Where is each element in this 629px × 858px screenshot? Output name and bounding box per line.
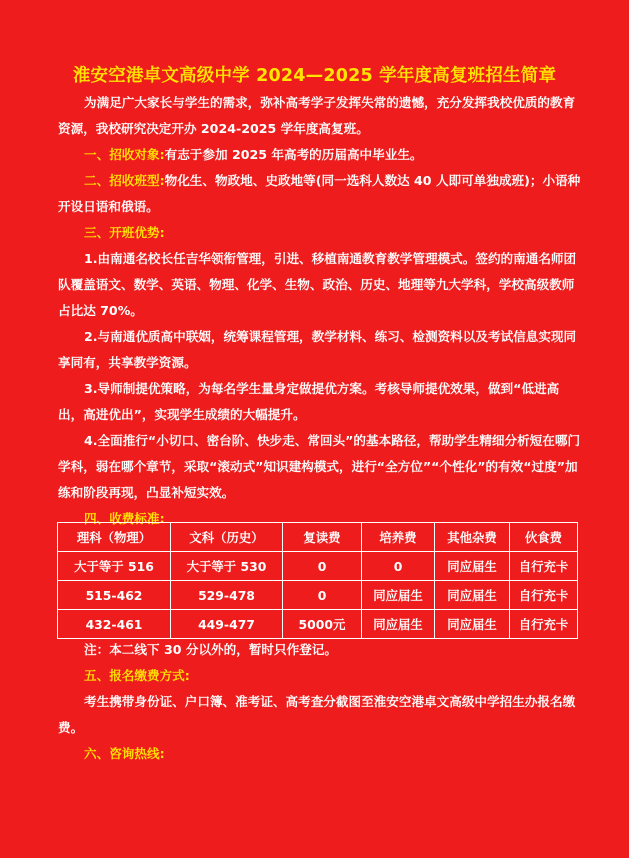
header-cell: 培养费 [362,523,435,552]
header-cell: 复读费 [283,523,362,552]
header-cell: 文科（历史） [171,523,283,552]
section-1-paragraph [58,142,583,168]
table-cell: 449-477 [171,610,283,639]
section-2-paragraph [58,168,583,220]
section-1 [58,142,583,168]
table-cell: 0 [283,581,362,610]
section-2-heading: 二、招收班型: [84,173,165,188]
bottom-block [58,637,583,767]
table-cell: 0 [283,552,362,581]
table-cell: 432-461 [58,610,171,639]
table-cell: 自行充卡 [510,552,578,581]
section-5-text: 考生携带身份证、户口簿、准考证、高考查分截图至淮安空港卓文高级中学招生办报名缴费。 [58,694,576,735]
advantage-4: 4.全面推行“小切口、密台阶、快步走、常回头”的基本路径，帮助学生精细分析短在哪门学科，弱在哪个章节，采取“滚动式”知识建构模式，进行“全方位”“个性化”的有效“过度”加练和阶段再现，凸显补短实效。 [58,433,581,500]
advantage-1: 1.由南通名校长任吉华领衔管理，引进、移植南通教育教学管理模式。签约的南通名师团队覆盖语文、数学、英语、物理、化学、生物、政治、历史、地理等九大学科，学校高级教师占比达 70%。 [58,251,577,318]
table-cell: 同应届生 [435,552,510,581]
table-cell: 自行充卡 [510,610,578,639]
section-3 [58,220,583,532]
table-cell: 自行充卡 [510,581,578,610]
section-1-text: 有志于参加 2025 年高考的历届高中毕业生。 [164,147,423,162]
table-row [58,610,578,639]
intro-paragraph: 为满足广大家长与学生的需求，弥补高考学子发挥失常的遗憾，充分发挥我校优质的教育资源，我校研究决定开办 2024-2025 学年度高复班。 [58,95,576,136]
fee-table [57,522,578,639]
section-3-heading: 三、开班优势: [84,225,165,240]
document-title: 淮安空港卓文高级中学 2024—2025 学年度高复班招生简章 [72,66,557,86]
table-row [58,581,578,610]
table-cell: 515-462 [58,581,171,610]
table-cell: 5000元 [283,610,362,639]
table-cell: 大于等于 516 [58,552,171,581]
section-6-heading: 六、咨询热线: [84,746,165,761]
fee-table-header-row [58,523,578,552]
table-cell: 同应届生 [362,610,435,639]
header-cell: 伙食费 [510,523,578,552]
advantage-3: 3.导师制提优策略，为每名学生量身定做提优方案。考核导师提优效果，做到“低进高出，高进优出”，实现学生成绩的大幅提升。 [58,381,560,422]
table-row [58,552,578,581]
table-cell: 同应届生 [435,581,510,610]
advantage-2: 2.与南通优质高中联姻，统筹课程管理，教学材料、练习、检测资料以及考试信息实现同享同有，共享教学资源。 [58,329,577,370]
fee-note: 注：本二线下 30 分以外的，暂时只作登记。 [84,642,337,657]
section-4-heading: 四、收费标准: [84,511,165,526]
intro-block [58,90,583,142]
table-cell: 0 [362,552,435,581]
section-2-text: 物化生、物政地、史政地等(同一选科人数达 40 人即可单独成班)；小语种开设日语和俄语。 [58,173,581,214]
table-cell: 大于等于 530 [171,552,283,581]
section-2 [58,168,583,220]
table-cell: 529-478 [171,581,283,610]
table-cell: 同应届生 [362,581,435,610]
header-cell: 理科（物理） [58,523,171,552]
table-cell: 同应届生 [435,610,510,639]
section-1-heading: 一、招收对象: [84,147,165,162]
header-cell: 其他杂费 [435,523,510,552]
section-5-heading: 五、报名缴费方式: [84,668,190,683]
